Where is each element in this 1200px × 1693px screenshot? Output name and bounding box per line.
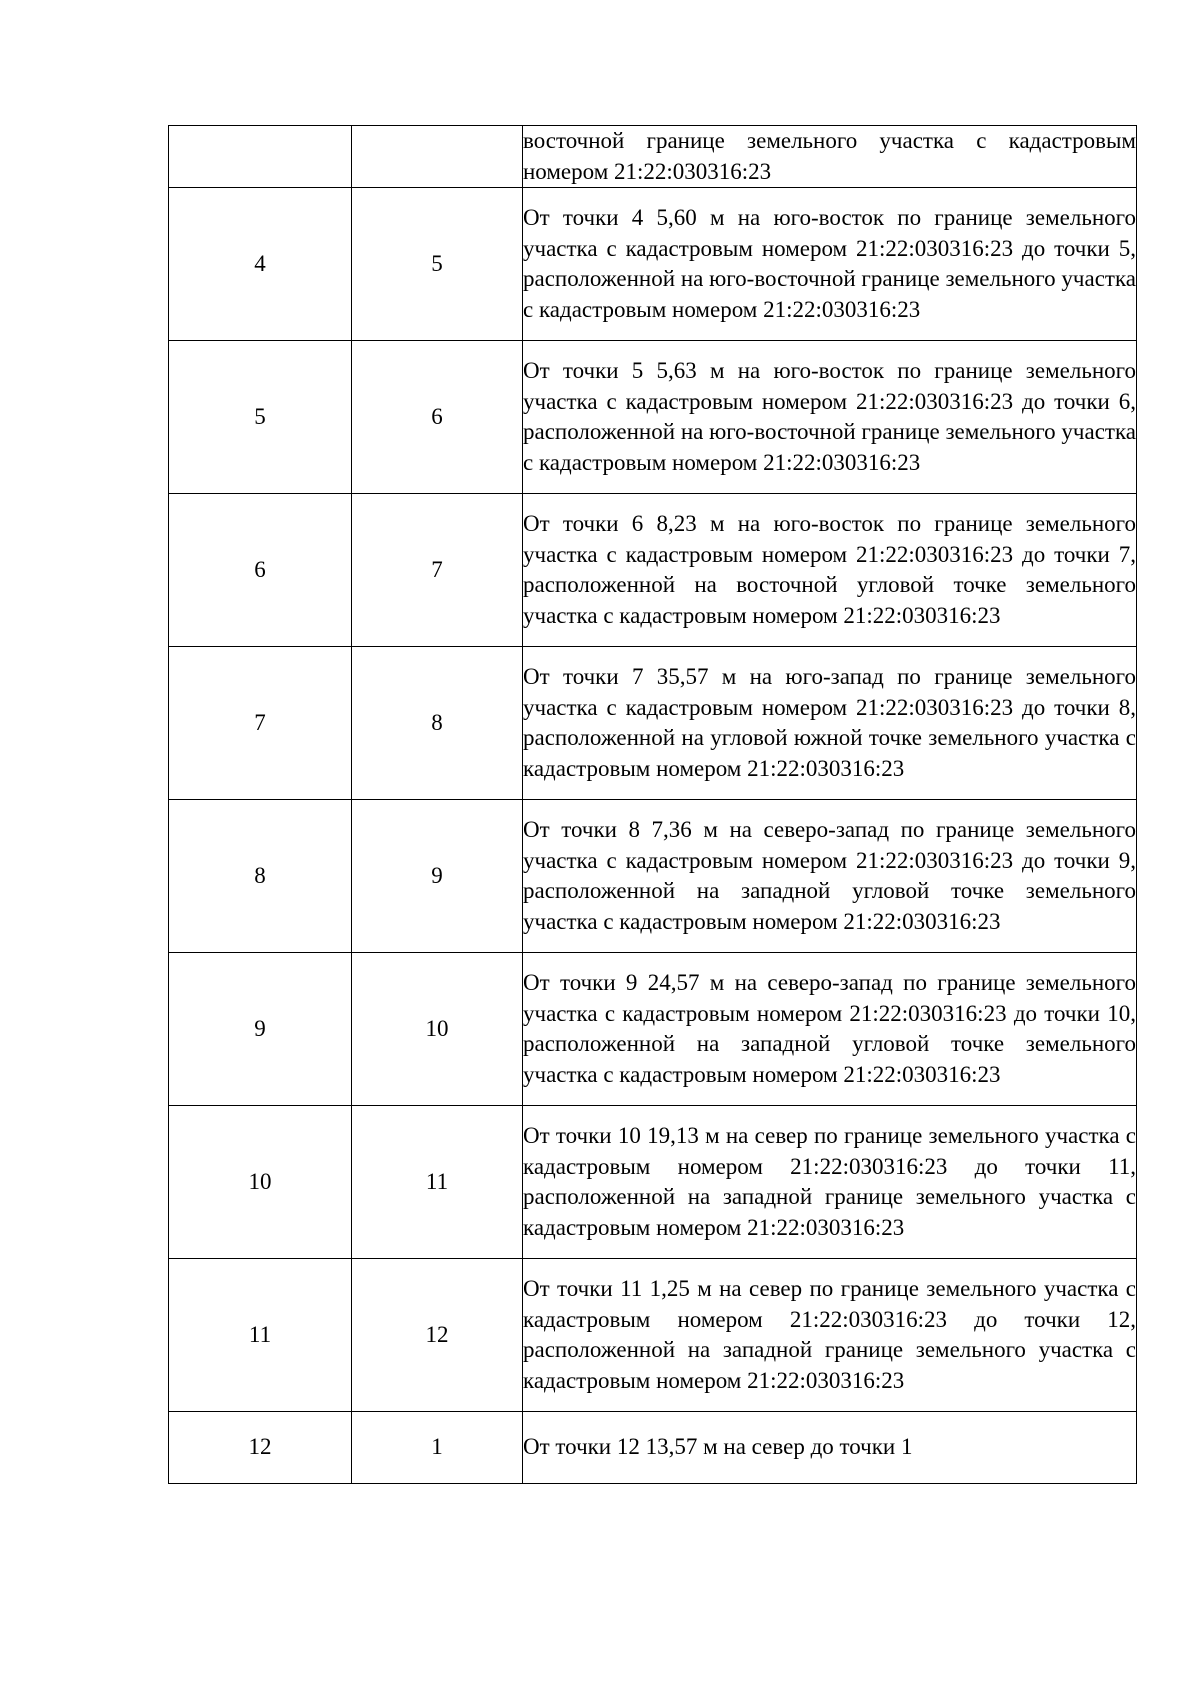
from-point-cell: 6	[169, 494, 352, 647]
table-row	[169, 126, 1137, 188]
to-point-cell: 5	[352, 188, 523, 341]
table-row	[169, 1106, 1137, 1259]
to-point-cell: 1	[352, 1412, 523, 1484]
description-cell: От точки 4 5,60 м на юго-восток по границе земельного участка с кадастровым номером 21:22:030316:23 до точки 5, расположенной на юго-восточной границе земельного участка с кадастровым номером 21:22:030316:23	[523, 188, 1137, 341]
description-cell: От точки 11 1,25 м на север по границе земельного участка с кадастровым номером 21:22:030316:23 до точки 12, расположенной на западной границе земельного участка с кадастровым номером 21:22:030316:23	[523, 1259, 1137, 1412]
to-point-cell: 8	[352, 647, 523, 800]
to-point-cell: 12	[352, 1259, 523, 1412]
to-point-cell: 10	[352, 953, 523, 1106]
description-cell: От точки 6 8,23 м на юго-восток по границе земельного участка с кадастровым номером 21:22:030316:23 до точки 7, расположенной на восточной угловой точке земельного участка с кадастровым номером 21:22:030316:23	[523, 494, 1137, 647]
from-point-cell: 7	[169, 647, 352, 800]
from-point-cell: 9	[169, 953, 352, 1106]
to-point-cell: 11	[352, 1106, 523, 1259]
description-cell: восточной границе земельного участка с кадастровым номером 21:22:030316:23	[523, 126, 1137, 188]
description-cell: От точки 5 5,63 м на юго-восток по границе земельного участка с кадастровым номером 21:22:030316:23 до точки 6, расположенной на юго-восточной границе земельного участка с кадастровым номером 21:22:030316:23	[523, 341, 1137, 494]
table-row	[169, 800, 1137, 953]
table-row	[169, 188, 1137, 341]
from-point-cell: 12	[169, 1412, 352, 1484]
from-point-cell: 5	[169, 341, 352, 494]
table-row	[169, 341, 1137, 494]
table-row	[169, 953, 1137, 1106]
to-point-cell: 6	[352, 341, 523, 494]
to-point-cell: 7	[352, 494, 523, 647]
table-row	[169, 494, 1137, 647]
from-point-cell: 8	[169, 800, 352, 953]
description-cell: От точки 10 19,13 м на север по границе земельного участка с кадастровым номером 21:22:030316:23 до точки 11, расположенной на западной границе земельного участка с кадастровым номером 21:22:030316:23	[523, 1106, 1137, 1259]
description-cell: От точки 9 24,57 м на северо-запад по границе земельного участка с кадастровым номером 21:22:030316:23 до точки 10, расположенной на западной угловой точке земельного участка с кадастровым номером 21:22:030316:23	[523, 953, 1137, 1106]
from-point-cell: 11	[169, 1259, 352, 1412]
table-row	[169, 1259, 1137, 1412]
description-cell: От точки 7 35,57 м на юго-запад по границе земельного участка с кадастровым номером 21:22:030316:23 до точки 8, расположенной на угловой южной точке земельного участка с кадастровым номером 21:22:030316:23	[523, 647, 1137, 800]
table-row	[169, 647, 1137, 800]
from-point-cell	[169, 126, 352, 188]
to-point-cell: 9	[352, 800, 523, 953]
from-point-cell: 10	[169, 1106, 352, 1259]
boundary-description-table	[168, 125, 1137, 1484]
description-cell: От точки 8 7,36 м на северо-запад по границе земельного участка с кадастровым номером 21:22:030316:23 до точки 9, расположенной на западной угловой точке земельного участка с кадастровым номером 21:22:030316:23	[523, 800, 1137, 953]
to-point-cell	[352, 126, 523, 188]
table-row	[169, 1412, 1137, 1484]
description-cell: От точки 12 13,57 м на север до точки 1	[523, 1412, 1137, 1484]
from-point-cell: 4	[169, 188, 352, 341]
